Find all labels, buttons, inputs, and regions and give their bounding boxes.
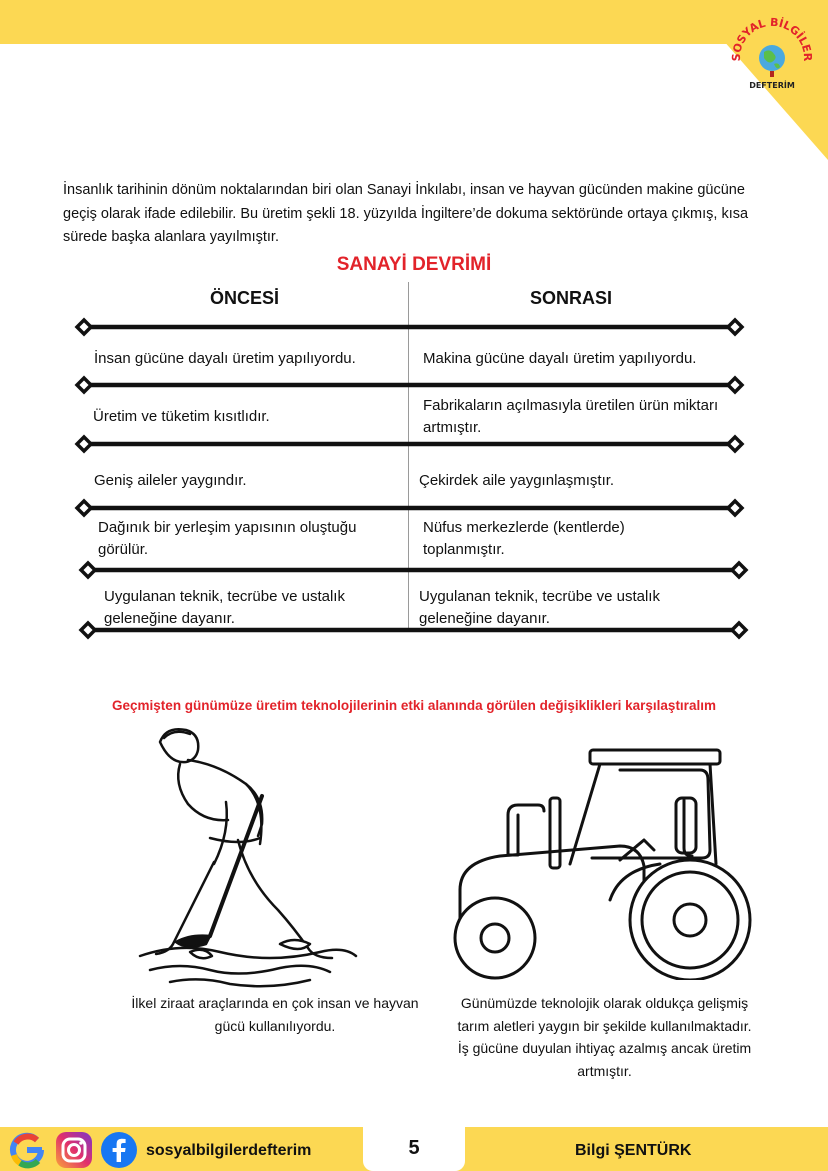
author-name: Bilgi ŞENTÜRK <box>575 1142 692 1159</box>
before-row-3: Geniş aileler yaygındır. <box>94 472 247 489</box>
left-caption: İlkel ziraat araçlarında en çok insan ve hayvan gücü kullanılıyordu. <box>131 995 419 1034</box>
diamond-end <box>732 623 746 637</box>
left-column-header: ÖNCESİ <box>210 288 280 308</box>
intro-paragraph: İnsanlık tarihinin dönüm noktalarından biri olan Sanayi İnkılabı, insan ve hayvan gücünden makine gücüne geçiş olarak ifade edilebilir. Bu üretim şekli 18. yüzyılda İngiltere’de dokuma sektöründe ortaya çıkmış, kısa sürede başka alanlara yayılmıştır. <box>63 182 749 245</box>
google-icon[interactable] <box>8 1131 46 1169</box>
logo-text-bottom: DEFTERİM <box>749 81 795 90</box>
instagram-icon[interactable] <box>55 1131 93 1169</box>
after-row-3: Çekirdek aile yaygınlaşmıştır. <box>419 472 615 489</box>
diamond-end <box>728 437 742 451</box>
diamond-end <box>81 563 95 577</box>
before-row-5: Uygulanan teknik, tecrübe ve ustalık geleneğine dayanır. <box>104 588 345 627</box>
after-row-2: Fabrikaların açılmasıyla üretilen ürün miktarı artmıştır. <box>423 397 719 436</box>
diamond-end <box>728 501 742 515</box>
right-column-header: SONRASI <box>530 288 613 308</box>
diamond-end <box>81 623 95 637</box>
diamond-end <box>732 563 746 577</box>
diamond-end <box>728 320 742 334</box>
diamond-end <box>77 501 91 515</box>
comparison-heading: Geçmişten günümüze üretim teknolojilerinin etki alanında görülen değişiklikleri karşılaştıralım <box>112 698 716 713</box>
facebook-icon[interactable] <box>100 1131 138 1169</box>
diamond-end <box>728 378 742 392</box>
after-row-1: Makina gücüne dayalı üretim yapılıyordu. <box>423 350 697 367</box>
diamond-end <box>77 378 91 392</box>
before-row-4: Dağınık bir yerleşim yapısının oluştuğu görülür. <box>98 519 357 558</box>
before-row-1: İnsan gücüne dayalı üretim yapılıyordu. <box>94 350 356 367</box>
before-row-2: Üretim ve tüketim kısıtlıdır. <box>93 408 270 425</box>
tractor-icon <box>440 740 760 980</box>
after-row-4: Nüfus merkezlerde (kentlerde) toplanmıştır. <box>423 519 625 558</box>
farmer-hoe-icon <box>130 720 360 990</box>
page-number: 5 <box>408 1137 420 1159</box>
after-row-5: Uygulanan teknik, tecrübe ve ustalık geleneğine dayanır. <box>419 588 660 627</box>
diamond-end <box>77 320 91 334</box>
logo-text-top: SOSYAL BİLGİLER <box>729 15 815 62</box>
table-title: SANAYİ DEVRİMİ <box>336 254 492 275</box>
social-handle[interactable]: sosyalbilgilerdefterim <box>146 1142 312 1159</box>
diamond-end <box>77 437 91 451</box>
right-caption: Günümüzde teknolojik olarak oldukça gelişmiş tarım aletleri yaygın bir şekilde kullanılmaktadır. İş gücüne duyulan ihtiyaç azalmış ancak üretim artmıştır. <box>457 995 752 1079</box>
